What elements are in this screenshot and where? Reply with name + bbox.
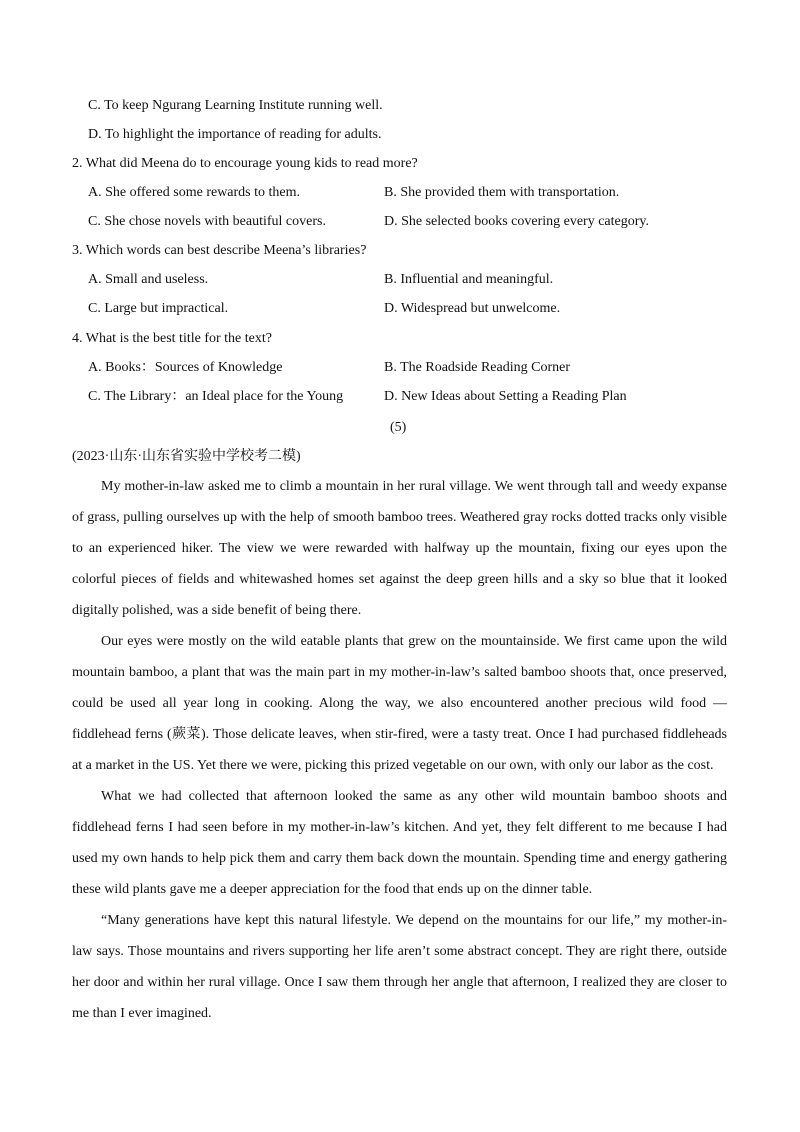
question-2-option-b: B. She provided them with transportation. [384, 185, 620, 200]
question-4-option-b: B. The Roadside Reading Corner [384, 360, 570, 375]
passage-paragraph-2: Our eyes were mostly on the wild eatable plants that grew on the mountainside. We first came upon the wild mountain bamboo, a plant that was the main part in my mother-in-law’s salted bamboo shoots that, once preserved, could be used all year long in cooking. Along the way, we also encountered another precious wild food — fiddlehead ferns (蕨菜). Those delicate leaves, when stir-fired, were a tasty treat. Once I had purchased fiddleheads at a market in the US. Yet there we were, picking this prized vegetable on our own, with only our labor as the cost. [72, 634, 727, 773]
passage-paragraph-1: My mother-in-law asked me to climb a mountain in her rural village. We went through tall and weedy expanse of grass, pulling ourselves up with the help of smooth bamboo trees. Weathered gray rocks dotted tracks only visible to an experienced hiker. The view we were rewarded with halfway up the mountain, fixing our eyes upon the colorful pieces of fields and whitewashed homes set against the deep green hills and a sky so blue that it looked digitally polished, was a side benefit of being there. [72, 479, 727, 618]
question-4-option-d: D. New Ideas about Setting a Reading Plan [384, 389, 627, 404]
question-3-option-c: C. Large but impractical. [88, 301, 229, 316]
question-4-option-a: A. Books：Sources of Knowledge [88, 360, 283, 375]
question-3-stem: 3. Which words can best describe Meena’s libraries? [72, 243, 367, 258]
prev-option-d: D. To highlight the importance of reading for adults. [88, 127, 382, 142]
section-source: (2023·山东·山东省实验中学校考二模) [72, 449, 301, 464]
passage-paragraph-3: What we had collected that afternoon looked the same as any other wild mountain bamboo shoots and fiddlehead ferns I had seen before in my mother-in-law’s kitchen. And yet, they felt different to me because I had used my own hands to help pick them and carry them back down the mountain. Spending time and energy gathering these wild plants gave me a deeper appreciation for the food that ends up on the dinner table. [72, 789, 727, 897]
question-4-option-c: C. The Library：an Ideal place for the Young [88, 389, 344, 404]
question-3-option-d: D. Widespread but unwelcome. [384, 301, 561, 316]
question-3-option-b: B. Influential and meaningful. [384, 272, 554, 287]
section-number: (5) [390, 420, 407, 435]
question-3-option-a: A. Small and useless. [88, 272, 209, 287]
question-2-option-d: D. She selected books covering every category. [384, 214, 649, 229]
question-2-option-c: C. She chose novels with beautiful covers. [88, 214, 326, 229]
prev-option-c: C. To keep Ngurang Learning Institute running well. [88, 98, 383, 113]
question-2-option-a: A. She offered some rewards to them. [88, 185, 301, 200]
passage-paragraph-4: “Many generations have kept this natural lifestyle. We depend on the mountains for our life,” my mother-in-law says. Those mountains and rivers supporting her life aren’t some abstract concept. They are right there, outside her door and within her rural village. Once I saw them through her angle that afternoon, I realized they are closer to me than I ever imagined. [72, 913, 727, 1021]
question-4-stem: 4. What is the best title for the text? [72, 331, 272, 346]
question-2-stem: 2. What did Meena do to encourage young kids to read more? [72, 156, 418, 171]
